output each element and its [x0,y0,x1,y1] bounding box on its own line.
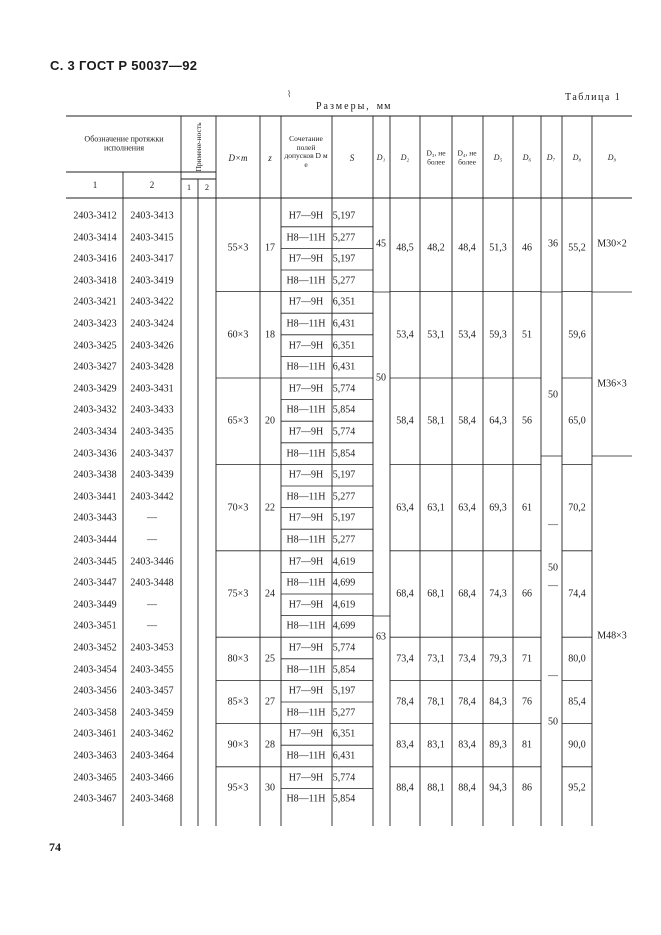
row-designation-1: 2403-3451 [73,620,117,632]
col-app2: 2 [205,182,209,192]
row-tolerance: H7—9H [288,642,324,654]
row-designation-1: 2403-3454 [73,664,117,676]
group-d8: 80,0 [568,653,586,665]
row-designation-1: 2403-3418 [73,275,117,287]
group-d6: 61 [522,502,532,514]
row-designation-1: 2403-3427 [73,361,117,373]
row-tolerance: H8—11H [286,318,326,330]
row-designation-2: 2403-3424 [130,318,174,330]
row-designation-1: 2403-3416 [73,253,117,265]
row-tolerance: H7—9H [288,599,324,611]
group-d8: 74,4 [568,588,586,600]
row-designation-2: 2403-3415 [130,232,174,244]
d9-value: M48×3 [597,630,627,642]
group-d3: 58,1 [427,415,445,427]
group-d4: 48,4 [458,242,476,254]
row-designation-2: 2403-3462 [130,728,174,740]
col-d1-header: D₁ [376,152,386,162]
col-d3-header: D₃, не более [426,148,446,166]
page-number: 74 [49,840,61,854]
row-s-value: 5,854 [332,448,356,460]
col-d6-header: D₆ [522,152,532,162]
group-d2: 53,4 [396,329,414,341]
row-designation-1: 2403-3441 [73,491,117,503]
group-dxm: 80×3 [227,653,249,665]
group-d3: 53,1 [427,329,445,341]
group-z: 20 [265,415,275,427]
row-s-value: 6,351 [332,728,356,740]
group-d3: 73,1 [427,653,445,665]
group-d4: 73,4 [458,653,476,665]
row-designation-2: — [147,512,157,524]
row-designation-2: 2403-3446 [130,556,174,568]
row-s-value: 5,774 [332,426,356,438]
group-d6: 56 [522,415,532,427]
row-s-value: 4,619 [332,599,356,611]
row-designation-1: 2403-3438 [73,469,117,481]
row-tolerance: H8—11H [286,620,326,632]
row-s-value: 5,197 [332,210,356,222]
row-s-value: 5,197 [332,469,356,481]
group-d4: 88,4 [458,782,476,794]
group-dxm: 60×3 [227,329,249,341]
row-s-value: 6,351 [332,340,356,352]
group-d5: 84,3 [489,696,507,708]
row-designation-2: 2403-3453 [130,642,174,654]
row-s-value: 5,277 [332,534,356,546]
group-d5: 59,3 [489,329,507,341]
row-designation-1: 2403-3463 [73,750,117,762]
row-designation-1: 2403-3461 [73,728,117,740]
row-s-value: 5,854 [332,664,356,676]
row-designation-1: 2403-3452 [73,642,117,654]
row-tolerance: H8—11H [286,275,326,287]
group-d5: 69,3 [489,502,507,514]
row-tolerance: H8—11H [286,232,326,244]
d9-value: M36×3 [597,378,627,390]
row-designation-2: 2403-3464 [130,750,174,762]
group-z: 28 [265,739,275,751]
row-s-value: 5,774 [332,383,356,395]
group-d8: 70,2 [568,502,586,514]
col-applicability-header: Примене-ность [194,122,203,172]
row-s-value: 5,774 [332,772,356,784]
row-s-value: 4,619 [332,556,356,568]
row-s-value: 6,351 [332,296,356,308]
row-s-value: 5,277 [332,232,356,244]
col-d2-header: D₂ [400,152,410,162]
sizes-caption [316,101,391,112]
row-tolerance: H7—9H [288,685,324,697]
row-tolerance: H7—9H [288,383,324,395]
group-d3: 83,1 [427,739,445,751]
row-designation-2: 2403-3417 [130,253,174,265]
row-designation-1: 2403-3412 [73,210,117,222]
group-d2: 78,4 [396,696,414,708]
group-d3: 63,1 [427,502,445,514]
group-d5: 74,3 [489,588,507,600]
row-designation-1: 2403-3432 [73,404,117,416]
group-d5: 64,3 [489,415,507,427]
row-designation-2: — [147,534,157,546]
row-tolerance: H8—11H [286,491,326,503]
group-d3: 78,1 [427,696,445,708]
group-d2: 83,4 [396,739,414,751]
row-designation-1: 2403-3445 [73,556,117,568]
row-designation-2: 2403-3466 [130,772,174,784]
group-d4: 83,4 [458,739,476,751]
group-d5: 79,3 [489,653,507,665]
row-tolerance: H8—11H [286,448,326,460]
row-designation-1: 2403-3449 [73,599,117,611]
group-d6: 76 [522,696,532,708]
row-tolerance: H7—9H [288,728,324,740]
row-s-value: 6,431 [332,318,356,330]
row-designation-2: 2403-3442 [130,491,174,503]
col-d8-header: D₈ [572,152,582,162]
d7-value: 36 [548,238,558,250]
group-d4: 68,4 [458,588,476,600]
row-s-value: 5,774 [332,642,356,654]
group-d3: 68,1 [427,588,445,600]
row-designation-2: 2403-3468 [130,793,174,805]
col-z-header: z [268,152,272,163]
row-tolerance: H8—11H [286,664,326,676]
row-designation-2: 2403-3413 [130,210,174,222]
row-s-value: 5,277 [332,707,356,719]
row-designation-2: 2403-3433 [130,404,174,416]
group-dxm: 65×3 [227,415,249,427]
col-d5-header: D₅ [493,152,503,162]
row-designation-1: 2403-3414 [73,232,117,244]
row-tolerance: H7—9H [288,426,324,438]
group-d6: 71 [522,653,532,665]
group-d2: 88,4 [396,782,414,794]
d1-value: 45 [376,238,386,250]
group-d4: 58,4 [458,415,476,427]
row-designation-2: — [147,599,157,611]
row-tolerance: H7—9H [288,556,324,568]
row-tolerance: H7—9H [288,772,324,784]
col-s-header: S [349,152,355,163]
row-designation-2: 2403-3455 [130,664,174,676]
row-designation-1: 2403-3434 [73,426,117,438]
group-z: 22 [265,502,275,514]
group-d6: 51 [522,329,532,341]
row-designation-1: 2403-3425 [73,340,117,352]
row-designation-2: 2403-3426 [130,340,174,352]
row-tolerance: H7—9H [288,253,324,265]
d7-value: 50 [548,562,558,574]
row-s-value: 5,854 [332,793,356,805]
row-tolerance: H7—9H [288,469,324,481]
group-z: 25 [265,653,275,665]
row-tolerance: H7—9H [288,512,324,524]
group-d8: 95,2 [568,782,586,794]
group-d8: 85,4 [568,696,586,708]
row-s-value: 4,699 [332,577,356,589]
row-s-value: 5,854 [332,404,356,416]
group-dxm: 85×3 [227,696,249,708]
row-tolerance: H7—9H [288,210,324,222]
row-tolerance: H7—9H [288,340,324,352]
row-designation-2: 2403-3439 [130,469,174,481]
group-z: 24 [265,588,275,600]
row-designation-2: — [147,620,157,632]
col-app1: 1 [187,182,191,192]
group-d5: 89,3 [489,739,507,751]
row-designation-2: 2403-3435 [130,426,174,438]
row-designation-1: 2403-3429 [73,383,117,395]
group-d8: 65,0 [568,415,586,427]
d1-value: 63 [376,631,386,643]
group-d2: 58,4 [396,415,414,427]
row-designation-2: 2403-3457 [130,685,174,697]
row-s-value: 6,431 [332,361,356,373]
row-tolerance: H8—11H [286,750,326,762]
row-designation-1: 2403-3423 [73,318,117,330]
row-designation-1: 2403-3467 [73,793,117,805]
d7-dash: — [548,670,558,682]
group-d8: 90,0 [568,739,586,751]
group-dxm: 55×3 [227,242,249,254]
row-s-value: 5,197 [332,253,356,265]
d7-value: 50 [548,389,558,401]
row-s-value: 5,277 [332,275,356,287]
group-z: 27 [265,696,275,708]
group-dxm: 70×3 [227,502,249,514]
col-d9-header: D₉ [607,152,617,162]
group-d4: 78,4 [458,696,476,708]
row-tolerance: H8—11H [286,361,326,373]
d7-dash: — [548,580,558,592]
row-s-value: 5,197 [332,685,356,697]
sizes-label: Размеры, [316,101,371,112]
group-z: 18 [265,329,275,341]
row-tolerance: H8—11H [286,793,326,805]
group-d8: 59,6 [568,329,586,341]
col-sub1: 1 [92,179,98,190]
page-header: С. 3 ГОСТ Р 50037—92 [50,58,198,73]
group-d6: 66 [522,588,532,600]
group-dxm: 90×3 [227,739,249,751]
group-d2: 63,4 [396,502,414,514]
group-d3: 48,2 [427,242,445,254]
row-designation-1: 2403-3465 [73,772,117,784]
row-designation-2: 2403-3459 [130,707,174,719]
row-designation-1: 2403-3447 [73,577,117,589]
group-d2: 48,5 [396,242,414,254]
row-tolerance: H7—9H [288,296,324,308]
row-designation-2: 2403-3448 [130,577,174,589]
group-d3: 88,1 [427,782,445,794]
col-d7-header: D₇ [546,152,556,162]
row-designation-2: 2403-3428 [130,361,174,373]
d7-value: 50 [548,716,558,728]
row-designation-1: 2403-3443 [73,512,117,524]
group-dxm: 75×3 [227,588,249,600]
group-d2: 73,4 [396,653,414,665]
row-tolerance: H8—11H [286,577,326,589]
col-dxm-header: D×m [228,152,248,163]
row-designation-2: 2403-3437 [130,448,174,460]
row-designation-1: 2403-3421 [73,296,117,308]
row-designation-2: 2403-3419 [130,275,174,287]
row-tolerance: H8—11H [286,404,326,416]
row-s-value: 4,699 [332,620,356,632]
group-d5: 94,3 [489,782,507,794]
row-s-value: 5,277 [332,491,356,503]
col-designation-header: Обозначение протяжки исполнения [84,134,164,152]
group-z: 30 [265,782,275,794]
row-tolerance: H8—11H [286,534,326,546]
row-designation-1: 2403-3436 [73,448,117,460]
sizes-unit: мм [376,101,392,112]
group-d8: 55,2 [568,242,586,254]
stray-mark: ⌇ [287,89,292,99]
group-d4: 63,4 [458,502,476,514]
row-designation-1: 2403-3444 [73,534,117,546]
row-designation-2: 2403-3431 [130,383,174,395]
col-d4-header: D₄, не более [457,148,477,166]
d1-value: 50 [376,372,386,384]
row-s-value: 5,197 [332,512,356,524]
group-d2: 68,4 [396,588,414,600]
d9-value: M30×2 [597,238,627,250]
group-d4: 53,4 [458,329,476,341]
group-d6: 81 [522,739,532,751]
col-sub2: 2 [149,179,155,190]
group-d6: 46 [522,242,532,254]
row-designation-1: 2403-3456 [73,685,117,697]
group-d6: 86 [522,782,532,794]
group-dxm: 95×3 [227,782,249,794]
d7-dash: — [548,519,558,531]
row-s-value: 6,431 [332,750,356,762]
col-combination-header: Сочетание полей допусков D м е [284,134,328,169]
group-z: 17 [265,242,275,254]
row-designation-2: 2403-3422 [130,296,174,308]
group-d5: 51,3 [489,242,507,254]
table-label: Таблица 1 [565,92,622,103]
row-designation-1: 2403-3458 [73,707,117,719]
row-tolerance: H8—11H [286,707,326,719]
